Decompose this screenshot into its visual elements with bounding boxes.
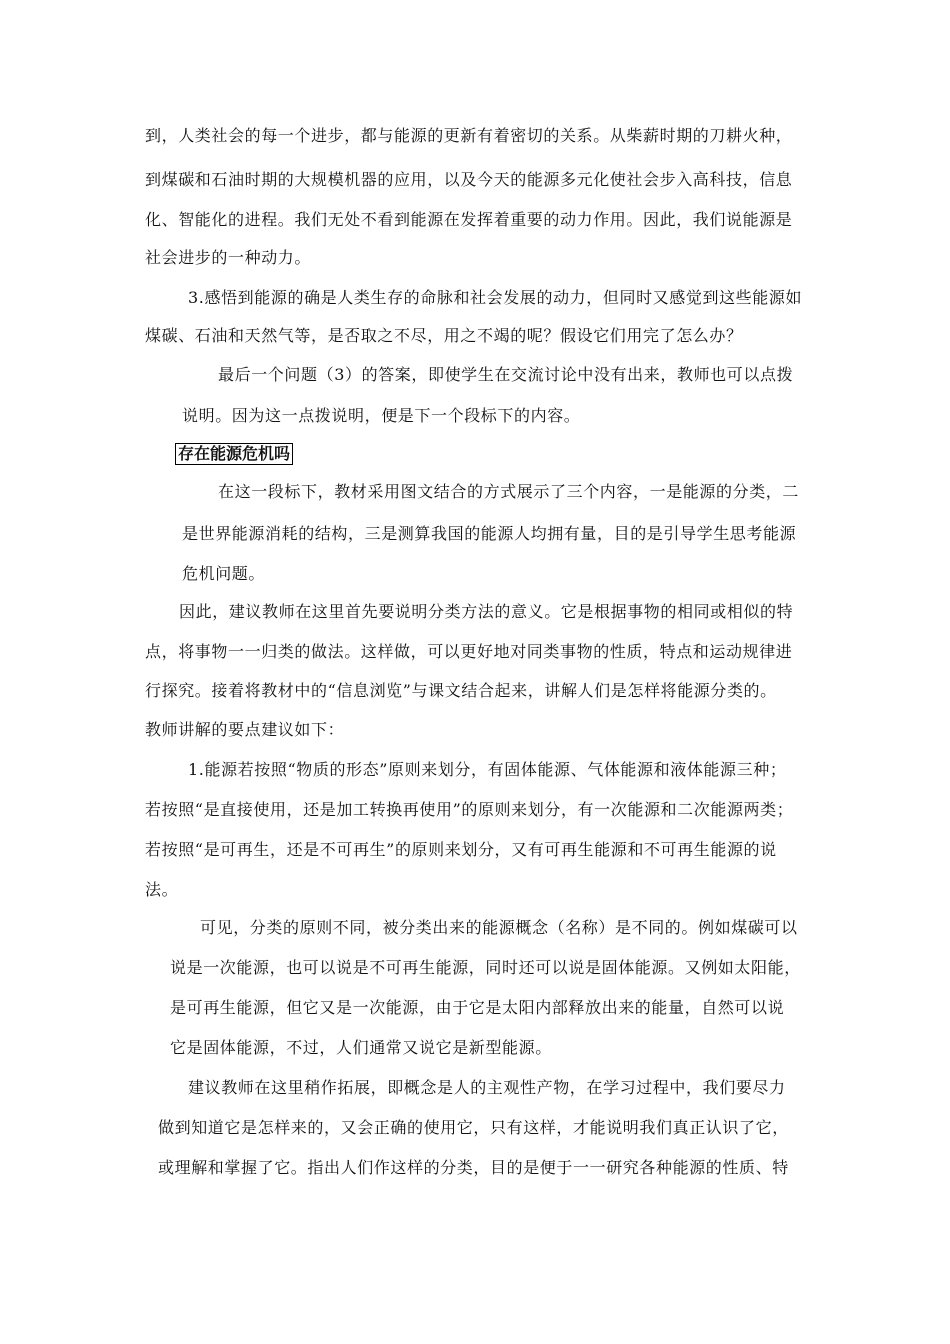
- paragraph-line: 危机问题。: [182, 564, 266, 583]
- list-item-line: 煤碳、石油和天然气等，是否取之不尽，用之不竭的呢？假设它们用完了怎么办？: [145, 326, 743, 345]
- paragraph-line: 因此，建议教师在这里首先要说明分类方法的意义。它是根据事物的相同或相似的特: [179, 602, 794, 621]
- list-item-line: 若按照“是可再生，还是不可再生”的原则来划分，又有可再生能源和不可再生能源的说: [145, 840, 777, 859]
- paragraph-line: 做到知道它是怎样来的，又会正确的使用它，只有这样，才能说明我们真正认识了它，: [158, 1118, 789, 1137]
- paragraph-line: 建议教师在这里稍作拓展，即概念是人的主观性产物，在学习过程中，我们要尽力: [188, 1078, 786, 1097]
- paragraph-line: 点，将事物一一归类的做法。这样做，可以更好地对同类事物的性质，特点和运动规律进: [145, 642, 793, 661]
- paragraph-line: 到，人类社会的每一个进步，都与能源的更新有着密切的关系。从柴薪时期的刀耕火种，: [145, 126, 793, 145]
- paragraph-line: 行探究。接着将教材中的“信息浏览”与课文结合起来，讲解人们是怎样将能源分类的。: [145, 681, 777, 700]
- list-item-line: 1.能源若按照“物质的形态”原则来划分，有固体能源、气体能源和液体能源三种；: [188, 760, 787, 779]
- paragraph-line: 是世界能源消耗的结构，三是测算我国的能源人均拥有量，目的是引导学生思考能源: [182, 524, 797, 543]
- paragraph-line: 化、智能化的进程。我们无处不看到能源在发挥着重要的动力作用。因此，我们说能源是: [145, 210, 793, 229]
- paragraph-line: 在这一段标下，教材采用图文结合的方式展示了三个内容，一是能源的分类，二: [218, 482, 800, 501]
- paragraph-line: 教师讲解的要点建议如下：: [145, 720, 345, 739]
- paragraph-line: 它是固体能源，不过，人们通常又说它是新型能源。: [170, 1038, 552, 1057]
- section-heading: 存在能源危机吗: [175, 443, 293, 465]
- paragraph-line: 或理解和掌握了它。指出人们作这样的分类，目的是便于一一研究各种能源的性质、特: [158, 1158, 789, 1177]
- paragraph-line: 最后一个问题（3）的答案，即使学生在交流讨论中没有出来，教师也可以点拨: [218, 365, 794, 384]
- paragraph-line: 到煤碳和石油时期的大规模机器的应用，以及今天的能源多元化使社会步入高科技，信息: [145, 170, 793, 189]
- list-item-line: 法。: [145, 880, 179, 899]
- paragraph-line: 可见，分类的原则不同，被分类出来的能源概念（名称）是不同的。例如煤碳可以: [200, 918, 798, 937]
- paragraph-line: 是可再生能源，但它又是一次能源，由于它是太阳内部释放出来的能量，自然可以说: [170, 998, 785, 1017]
- list-item-line: 若按照“是直接使用，还是加工转换再使用”的原则来划分，有一次能源和二次能源两类；: [145, 800, 794, 819]
- paragraph-line: 社会进步的一种动力。: [145, 248, 312, 267]
- paragraph-line: 说明。因为这一点拨说明，便是下一个段标下的内容。: [182, 406, 581, 425]
- paragraph-line: 说是一次能源，也可以说是不可再生能源，同时还可以说是固体能源。又例如太阳能，: [170, 958, 801, 977]
- list-item-line: 3.感悟到能源的确是人类生存的命脉和社会发展的动力，但同时又感觉到这些能源如: [188, 288, 803, 307]
